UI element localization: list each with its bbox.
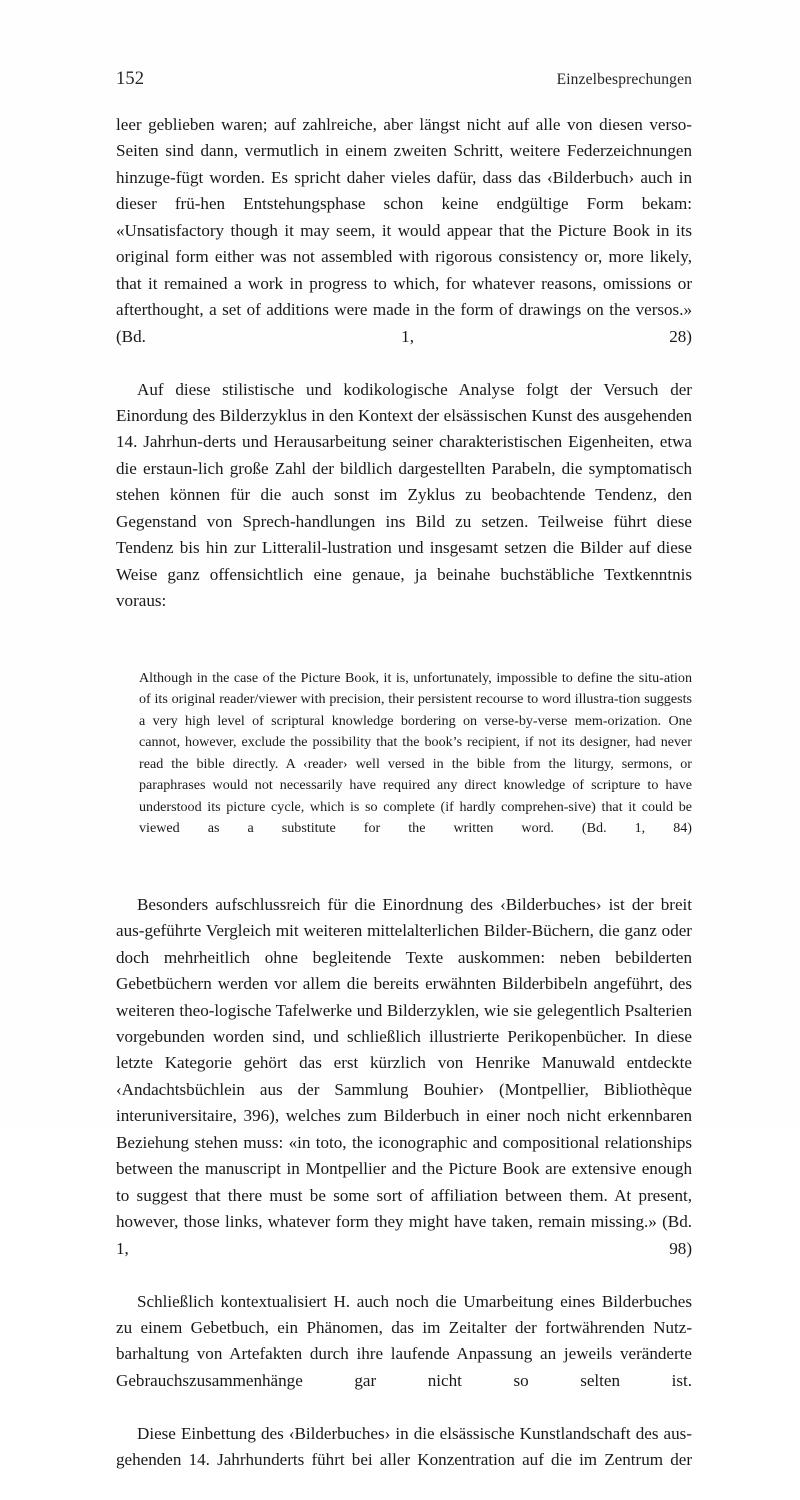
spacer-before-quote: [116, 641, 692, 668]
running-head-title: Einzelbesprechungen: [556, 71, 692, 88]
paragraph-1: leer geblieben waren; auf zahlreiche, aber längst nicht auf alle von diesen verso-Seiten sind dann, vermutlich in einem zweiten Schritt, weitere Federzeichnungen hinzuge-fügt worden. Es spricht daher vieles dafür, dass das ‹Bilderbuch› auch in dieser frü-hen Entstehungsphase schon keine endgültige Form bekam: «Unsatisfactory though it may seem, it would appear that the Picture Book in its original form either was not assembled with rigorous consistency or, more likely, that it remained a work in progress to which, for whatever reasons, omissions or afterthought, a set of additions were made in the form of drawings on the versos.» (Bd. 1, 28): [116, 115, 692, 346]
block-quote-container: [139, 668, 692, 861]
block-quote: Although in the case of the Picture Book, it is, unfortunately, impossible to define the situ-ation of its original reader/viewer with precision, their persistent recourse to word illustra-tion suggests a very high level of scriptural knowledge bordering on verse-by-verse mem-orization. One cannot, however, exclude the possibility that the book’s recipient, if not its designer, had never read the bible directly. A ‹reader› well versed in the bible from the liturgy, sermons, or paraphrases would not necessarily have required any direct knowledge of scripture to have understood its picture cycle, which is so complete (if hardly comprehen-sive) that it could be viewed as a substitute for the written word. (Bd. 1, 84): [139, 670, 692, 836]
page-number: 152: [116, 69, 145, 89]
paragraph-2: Auf diese stilistische und kodikologische Analyse folgt der Versuch der Einordung des Bilderzyklus in den Kontext der elsässischen Kunst des ausgehenden 14. Jahrhun-derts und Herausarbeitung seiner charakteristischen Eigenheiten, etwa die erstaun-lich große Zahl der bildlich dargestellten Parabeln, die symptomatisch stehen können für die auch sonst im Zyklus zu beobachtende Tendenz, den Gegenstand von Sprech-handlungen ins Bild zu setzen. Teilweise führt diese Tendenz bis hin zur Litteralil-lustration und insgesamt setzen die Bilder auf diese Weise ganz offensichtlich eine genaue, ja beinahe buchstäbliche Textkenntnis voraus:: [116, 379, 692, 611]
paragraph-3: Besonders aufschlussreich für die Einordnung des ‹Bilderbuches› ist der breit aus-geführte Vergleich mit weiteren mittelalterlichen Bilder-Büchern, die ganz oder doch mehrheitlich ohne begleitende Texte auskommen: neben bebilderten Gebetbüchern werden vor allem die bereits erwähnten Bilderbibeln angeführt, des weiteren theo-logische Tafelwerke und Bilderzyklen, wie sie gelegentlich Psalterien vorgebunden worden sind, und schließlich illustrierte Perikopenbücher. In diese letzte Kategorie gehört das erst kürzlich von Henrike Manuwald entdeckte ‹Andachtsbüchlein aus der Sammlung Bouhier› (Montpellier, Bibliothèque interuniversitaire, 396), welches zum Bilderbuch in einer noch nicht erkennbaren Beziehung stehen muss: «in toto, the iconographic and compositional relationships between the manuscript in Montpellier and the Picture Book are extensive enough to suggest that there must be some sort of affiliation between them. At present, however, those links, whatever form they might have taken, remain missing.» (Bd. 1, 98): [116, 894, 692, 1258]
spacer-after-quote: [116, 861, 692, 892]
running-head: [116, 68, 692, 94]
paragraph-4: Schließlich kontextualisiert H. auch noch die Umarbeitung eines Bilderbuches zu einem Gebetbuch, ein Phänomen, das im Zeitalter der fortwährenden Nutz-barhaltung von Artefakten durch ihre laufende Anpassung an jeweils veränderte Gebrauchszusammenhänge gar nicht so selten ist.: [116, 1291, 692, 1390]
paragraph-5: Diese Einbettung des ‹Bilderbuches› in die elsässische Kunstlandschaft des aus-gehenden 14. Jahrhunderts führt bei aller Konzentration auf die im Zentrum der: [116, 1423, 692, 1470]
text-block: [116, 112, 692, 1500]
